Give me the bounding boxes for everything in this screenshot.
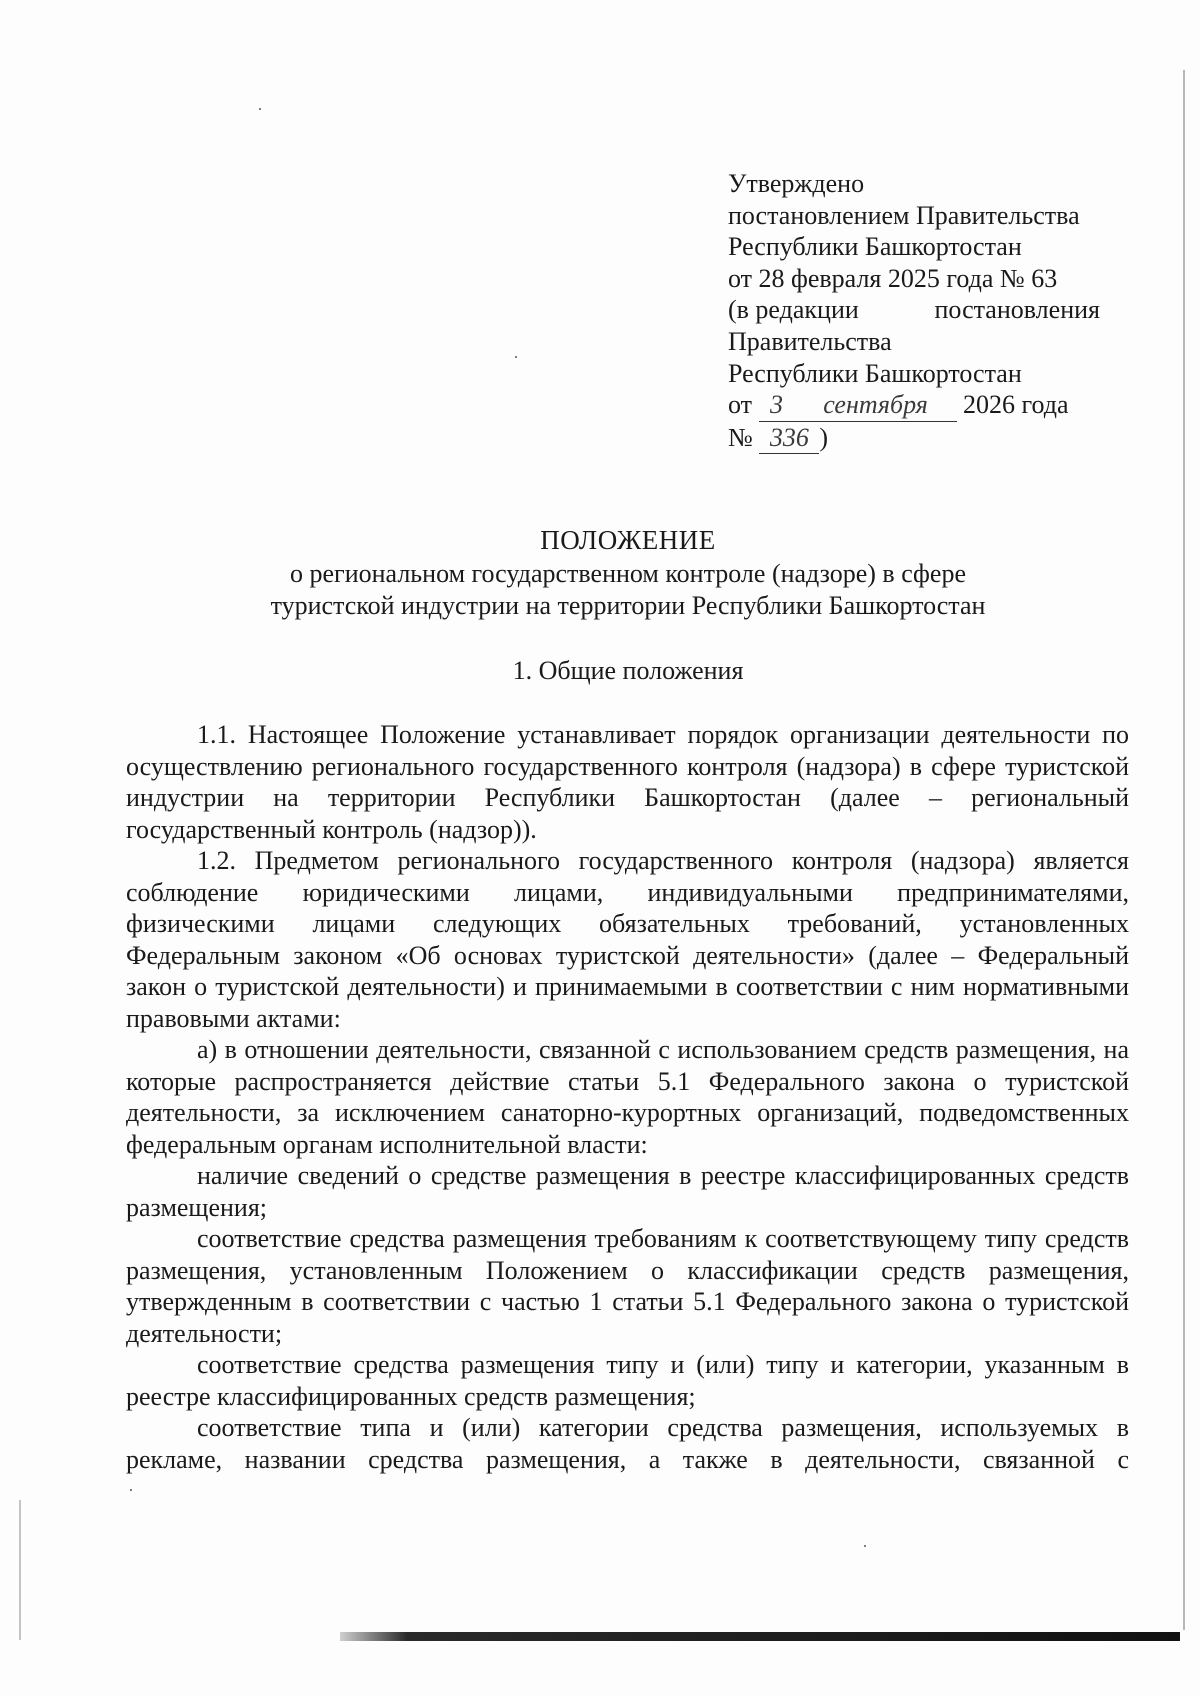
approval-date-line xyxy=(728,389,1158,422)
approval-number-sign: № xyxy=(728,422,753,452)
approval-line: постановлением Правительства xyxy=(728,200,1080,230)
scan-dot xyxy=(864,1545,866,1547)
approval-line: Республики Башкортостан xyxy=(728,232,1022,262)
document-subtitle-line: туристской индустрии на территории Республики Башкортостан xyxy=(270,591,986,620)
paragraph-requirement: соответствие средства размещения типу и (или) типу и категории, указанным в реестре классифицированных средств размещения; xyxy=(126,1350,1129,1411)
document-subtitle-line: о региональном государственном контроле (надзоре) в сфере xyxy=(290,559,966,588)
paragraph-1-2: 1.2. Предметом регионального государственного контроля (надзора) является соблюдение юридическими лицами, индивидуальными предпринимателями, физическими лицами следующих обязательных требований, установленных Федеральным законом «Об основах туристской деятельности» (далее – Федеральный закон о туристской деятельности) и принимаемыми в соответствии с ним нормативными правовыми актами: xyxy=(126,846,1129,1033)
approval-edition-label: (в редакции xyxy=(728,295,859,325)
approval-edition-type: постановления xyxy=(934,295,1100,325)
approval-line: от 28 февраля 2025 года № 63 xyxy=(728,263,1058,293)
scan-edge-right xyxy=(1183,70,1185,1630)
scan-dot xyxy=(130,1489,132,1491)
section-heading: 1. Общие положения xyxy=(512,656,744,685)
scan-edge-left xyxy=(19,1500,21,1640)
approval-date-year: 2026 года xyxy=(963,390,1069,420)
approval-number-line xyxy=(728,422,1158,455)
document-title: ПОЛОЖЕНИЕ xyxy=(540,525,716,555)
approval-date-prefix: от xyxy=(728,390,753,420)
approval-block xyxy=(728,168,1158,454)
scan-dot xyxy=(515,356,517,358)
approval-line: Утверждено xyxy=(728,169,865,198)
paragraph-requirement: соответствие типа и (или) категории средства размещения, используемых в рекламе, названии средства размещения, а также в деятельности, связанной с xyxy=(126,1413,1129,1474)
approval-date-month: сентября xyxy=(795,389,957,422)
approval-number-value: 336 xyxy=(759,422,819,455)
paragraph-a: а) в отношении деятельности, связанной с использованием средств размещения, на которые распространяется действие статьи 5.1 Федерального закона о туристской деятельности, за исключением санаторно-курортных организаций, подведомственных федеральным органам исполнительной власти: xyxy=(126,1035,1129,1159)
approval-line: Правительства xyxy=(728,326,892,356)
scan-bottom-bar xyxy=(340,1632,1180,1641)
scan-dot xyxy=(259,108,261,110)
paragraph-1-1: 1.1. Настоящее Положение устанавливает порядок организации деятельности по осуществлению регионального государственного контроля (надзора) в сфере туристской индустрии на территории Республики Башкортостан (далее – региональный государственный контроль (надзор)). xyxy=(126,720,1129,844)
document-title-block xyxy=(120,524,1136,622)
paragraph-requirement: соответствие средства размещения требованиям к соответствующему типу средств размещения, установленным Положением о классификации средств размещения, утвержденным в соответствии с частью 1 статьи 5.1 Федерального закона о туристской деятельности; xyxy=(126,1224,1129,1348)
paragraph-requirement: наличие сведений о средстве размещения в реестре классифицированных средств размещения; xyxy=(126,1161,1129,1222)
approval-date-day: 3 xyxy=(759,389,795,422)
approval-line: Республики Башкортостан xyxy=(728,358,1022,388)
approval-number-close: ) xyxy=(819,422,828,452)
document-body xyxy=(126,719,1129,1475)
approval-line xyxy=(728,294,1100,326)
